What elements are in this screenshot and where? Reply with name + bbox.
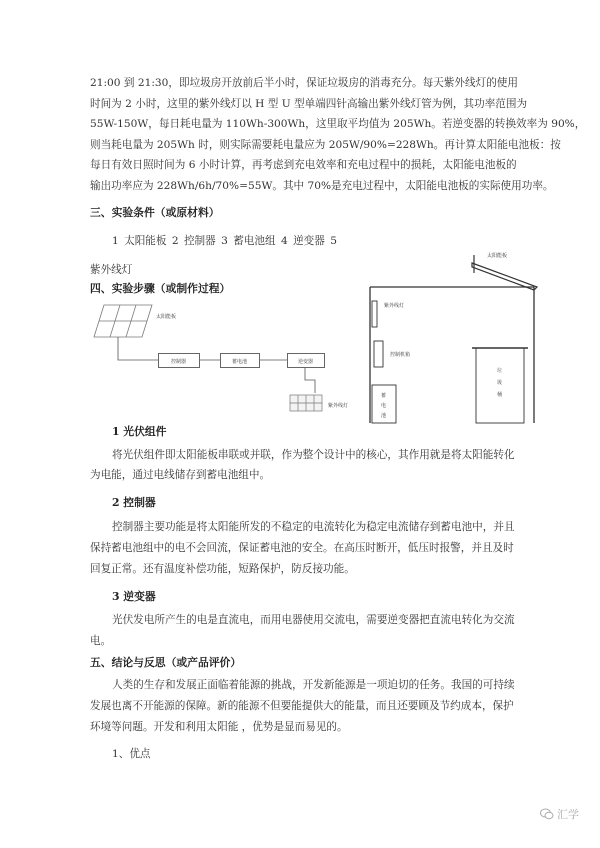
solar-panel-label: 太阳能板 [156,314,177,320]
intro-line-6: 输出功率应为 228Wh/6h/70%=55W。其中 70%是充电过程中，太阳能电池板的实际使用功率。 [90,179,554,192]
watermark [540,806,579,822]
controller-box [158,353,200,368]
item3-line-2: 电。 [90,635,112,647]
section5-line-2: 发展也离不开能源的保障。新的能源不但要能提供大的能量，而且还要顾及节约成本，保护 [90,700,514,712]
trash-bin-label: 垃 圾 桶 [497,368,503,398]
inverter-box [287,353,325,368]
controller-label: 控制器 [171,359,187,365]
battery-room-label: 蓄 电 池 [381,393,387,419]
solar-panel-icon [94,305,152,337]
uv-lamp-wall-label: 紫外线灯 [384,303,405,309]
item1-title: 1 光伏组件 [112,425,167,438]
section5-line-1: 人类的生存和发展正面临着能源的挑战，开发新能源是一项迫切的任务。我国的可持续 [112,679,515,691]
section3-heading: 三、实验条件（或原材料） [90,206,220,219]
wechat-icon [540,808,554,820]
item2-line-2: 保持蓄电池组中的电不会回流，保证蓄电池的安全。在高压时断开，低压时报警，并且及时 [90,542,514,554]
flow-diagram [90,300,350,420]
item1-line-2: 为电能，通过电线储存到蓄电池组中。 [90,469,271,481]
intro-line-1: 21:00 到 21:30，即垃圾房开放前后半小时，保证垃圾房的消毒充分。每天紫外线灯的使用 [90,77,518,89]
section4-heading: 四、实验步骤（或制作过程） [90,282,231,295]
item2-line-3: 回复正常。还有温度补偿功能，短路保护，防反接功能。 [90,563,355,575]
inverter-label: 逆变器 [298,359,314,365]
materials-cont: 紫外线灯 [90,264,133,276]
item2-title: 2 控制器 [112,496,156,509]
roof-solar-label: 太阳能板 [487,253,508,259]
item2-line-1: 控制器主要功能是将太阳能所发的不稳定的电流转化为稳定电流储存到蓄电池中，并且 [112,521,515,533]
uv-lamp-icon [290,395,322,411]
intro-line-2: 时间为 2 小时，这里的紫外线灯以 H 型 U 型单端四针高输出紫外线灯管为例，其功率范围为 [90,97,528,110]
battery-box [220,353,260,368]
section5-line-3: 环境等问题。开发和利用太阳能 ，优势是显而易见的。 [90,721,348,733]
materials-line: 1 太阳能板 2 控制器 3 蓄电池组 4 逆变器 5 [112,235,337,247]
item3-line-1: 光伏发电所产生的电是直流电，而用电器使用交流电，需要逆变器把直流电转化为交流 [112,614,515,626]
intro-line-3: 55W-150W，每日耗电量为 110Wh-300Wh，这里取平均值为 205Wh。若逆变器的转换效率为 90%， [90,118,586,130]
item1-line-1: 将光伏组件即太阳能板串联或并联，作为整个设计中的核心，其作用就是将太阳能转化 [112,449,515,461]
room-diagram-lines [362,245,562,430]
intro-line-5: 每日有效日照时间为 6 小时计算，再考虑到充电效率和充电过程中的损耗，太阳能电池板的 [90,159,517,171]
battery-label: 蓄电池 [232,359,248,365]
item3-title: 3 逆变器 [112,590,156,603]
section5-sub: 1、优点 [112,748,151,760]
uv-lamp-label: 紫外线灯 [328,403,349,409]
control-box-label: 控制机箱 [390,352,411,358]
section5-heading: 五、结论与反思（或产品评价） [90,656,242,669]
watermark-text: 汇学 [557,808,579,821]
intro-line-4: 则当耗电量为 205Wh 时，则实际需要耗电量应为 205W/90%=228Wh。再计算太阳能电池板：按 [90,138,561,151]
room-diagram [362,245,562,430]
